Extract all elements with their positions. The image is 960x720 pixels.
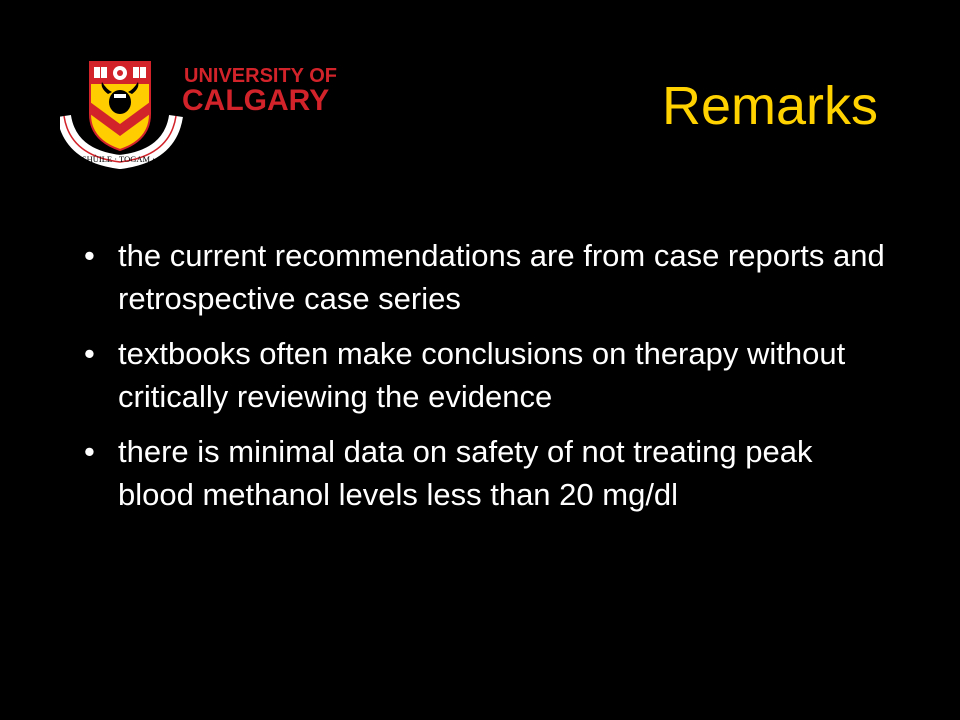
bullet-item: [84, 430, 894, 516]
bullet-marker: •: [84, 336, 95, 371]
bullet-text: the current recommendations are from case reports and retrospective case series: [118, 238, 885, 316]
bullet-text: there is minimal data on safety of not treating peak blood methanol levels less than 20 mg/dl: [118, 434, 813, 512]
bullet-marker: •: [84, 238, 95, 273]
bullet-marker: •: [84, 434, 95, 469]
bullet-text: textbooks often make conclusions on therapy without critically reviewing the evidence: [118, 336, 846, 414]
university-logo: [60, 58, 360, 170]
bullet-item: [84, 234, 894, 320]
logo-motto: MO · SHÙILE · TOGAM · SÙAS: [61, 154, 179, 164]
bullet-item: [84, 332, 894, 418]
logo-wordmark: [182, 65, 337, 117]
logo-line2: CALGARY: [182, 84, 330, 117]
bullet-list: [84, 234, 894, 528]
crest-icon: [60, 58, 360, 170]
slide-title: Remarks: [661, 76, 878, 136]
logo-line1: UNIVERSITY OF: [184, 65, 337, 87]
